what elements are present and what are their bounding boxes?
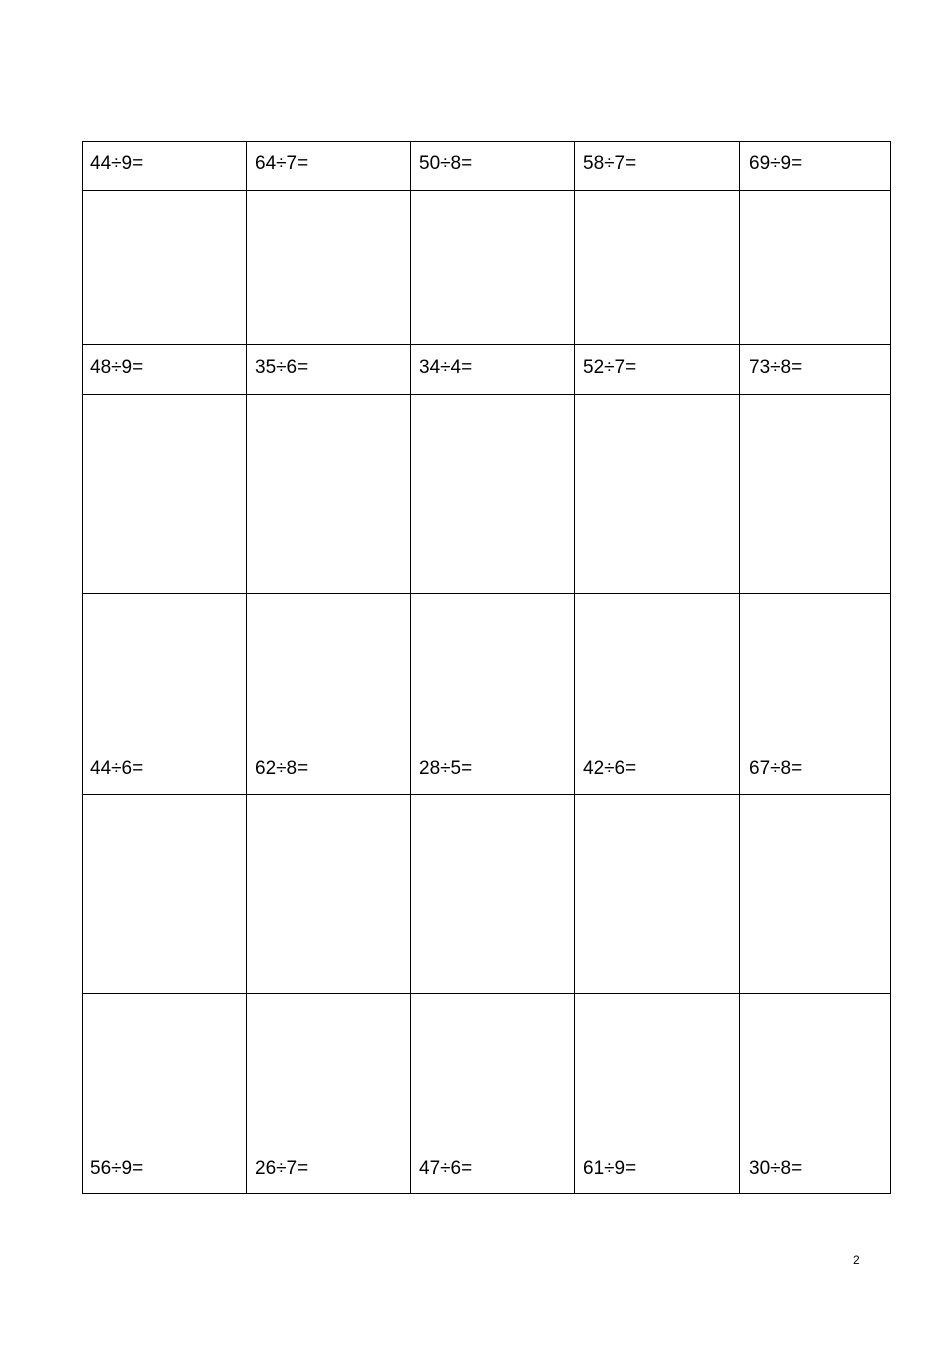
table-horizontal-line xyxy=(82,1193,891,1194)
table-vertical-line xyxy=(246,141,247,1194)
division-problem: 73÷8= xyxy=(749,357,803,378)
division-problem: 58÷7= xyxy=(583,153,637,174)
table-horizontal-line xyxy=(82,141,891,142)
table-horizontal-line xyxy=(82,794,891,795)
table-vertical-line xyxy=(739,141,740,1194)
table-horizontal-line xyxy=(82,190,891,191)
division-problem: 67÷8= xyxy=(749,758,803,779)
division-problem: 47÷6= xyxy=(419,1158,473,1179)
table-horizontal-line xyxy=(82,344,891,345)
division-problem: 34÷4= xyxy=(419,357,473,378)
division-problem: 30÷8= xyxy=(749,1158,803,1179)
table-horizontal-line xyxy=(82,993,891,994)
table-horizontal-line xyxy=(82,593,891,594)
division-problem: 56÷9= xyxy=(90,1158,144,1179)
table-vertical-line xyxy=(574,141,575,1194)
division-problem: 50÷8= xyxy=(419,153,473,174)
division-problem: 44÷9= xyxy=(90,153,144,174)
table-horizontal-line xyxy=(82,394,891,395)
division-problem: 69÷9= xyxy=(749,153,803,174)
division-problem: 62÷8= xyxy=(255,758,309,779)
page-number: 2 xyxy=(853,1253,860,1267)
division-problem: 64÷7= xyxy=(255,153,309,174)
division-problem: 35÷6= xyxy=(255,357,309,378)
table-vertical-line xyxy=(890,141,891,1194)
division-problem: 28÷5= xyxy=(419,758,473,779)
table-vertical-line xyxy=(410,141,411,1194)
division-problem: 52÷7= xyxy=(583,357,637,378)
division-worksheet-table xyxy=(82,141,891,1194)
division-problem: 42÷6= xyxy=(583,758,637,779)
division-problem: 61÷9= xyxy=(583,1158,637,1179)
division-problem: 26÷7= xyxy=(255,1158,309,1179)
division-problem: 44÷6= xyxy=(90,758,144,779)
table-vertical-line xyxy=(82,141,83,1194)
division-problem: 48÷9= xyxy=(90,357,144,378)
